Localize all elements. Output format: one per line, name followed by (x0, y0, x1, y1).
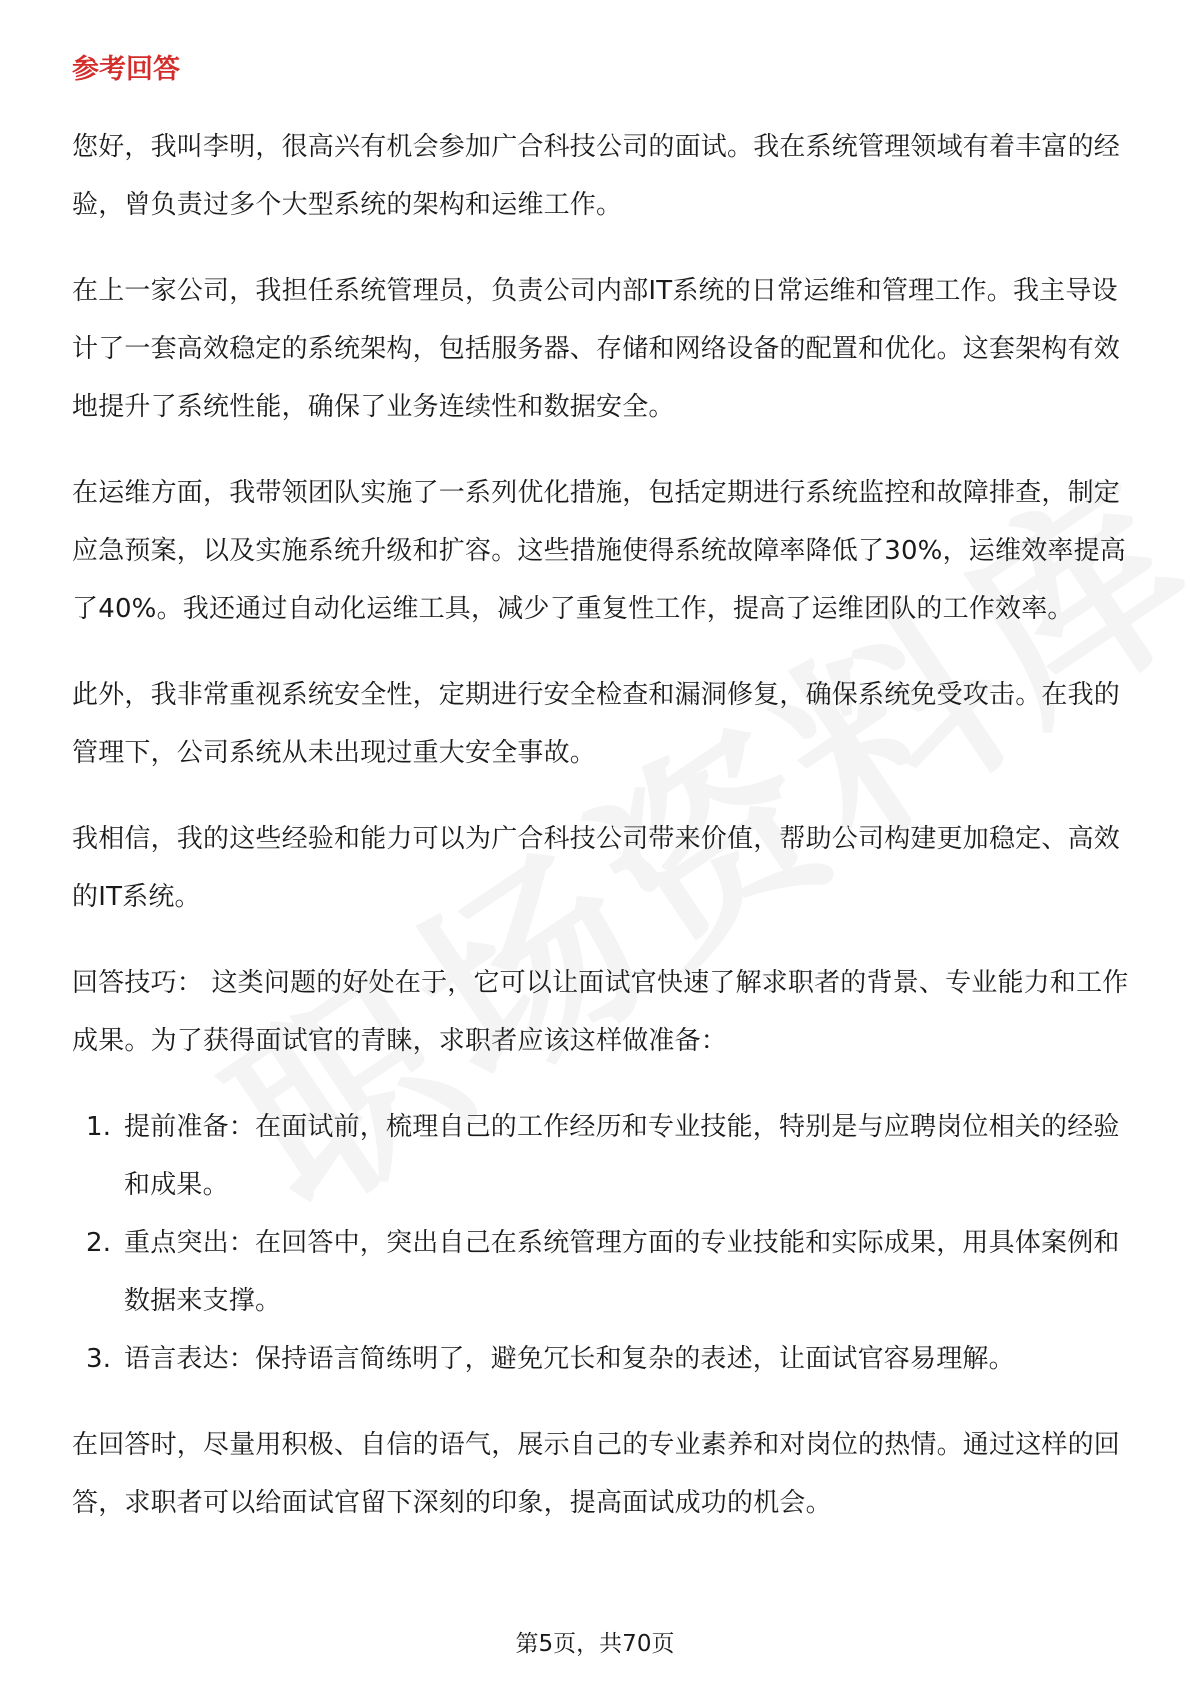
list-item (72, 1214, 1132, 1330)
list-item-text: 提前准备：在面试前，梳理自己的工作经历和专业技能，特别是与应聘岗位相关的经验和成果。 (124, 1112, 1120, 1200)
paragraph-operations: 在运维方面，我带领团队实施了一系列优化措施，包括定期进行系统监控和故障排查，制定应急预案，以及实施系统升级和扩容。这些措施使得系统故障率降低了30%，运维效率提高了40%。我还通过自动化运维工具，减少了重复性工作，提高了运维团队的工作效率。 (72, 478, 1126, 624)
list-item-number: 1. (86, 1112, 112, 1142)
list-item (72, 1098, 1132, 1214)
paragraph-conclusion: 我相信，我的这些经验和能力可以为广合科技公司带来价值，帮助公司构建更加稳定、高效的IT系统。 (72, 824, 1121, 912)
list-item-text: 语言表达：保持语言简练明了，避免冗长和复杂的表述，让面试官容易理解。 (124, 1344, 1015, 1374)
paragraph-security: 此外，我非常重视系统安全性，定期进行安全检查和漏洞修复，确保系统免受攻击。在我的管理下，公司系统从未出现过重大安全事故。 (72, 680, 1121, 768)
section-title: 参考回答 (72, 54, 180, 85)
page-number: 第5页，共70页 (515, 1631, 675, 1657)
list-item-text: 重点突出：在回答中，突出自己在系统管理方面的专业技能和实际成果，用具体案例和数据来支撑。 (124, 1228, 1120, 1316)
list-item-number: 2. (86, 1228, 112, 1258)
list-item-number: 3. (86, 1344, 112, 1374)
list-item (72, 1330, 1132, 1388)
tips-list (72, 1098, 1132, 1388)
tips-intro: 回答技巧： 这类问题的好处在于，它可以让面试官快速了解求职者的背景、专业能力和工作成果。为了获得面试官的青睐，求职者应该这样做准备： (72, 968, 1129, 1056)
page-content (72, 50, 1132, 1560)
paragraph-previous-job: 在上一家公司，我担任系统管理员，负责公司内部IT系统的日常运维和管理工作。我主导设计了一套高效稳定的系统架构，包括服务器、存储和网络设备的配置和优化。这套架构有效地提升了系统性能，确保了业务连续性和数据安全。 (72, 276, 1121, 422)
paragraph-closing: 在回答时，尽量用积极、自信的语气，展示自己的专业素养和对岗位的热情。通过这样的回答，求职者可以给面试官留下深刻的印象，提高面试成功的机会。 (72, 1430, 1121, 1518)
paragraph-intro: 您好，我叫李明，很高兴有机会参加广合科技公司的面试。我在系统管理领域有着丰富的经验，曾负责过多个大型系统的架构和运维工作。 (72, 132, 1121, 220)
